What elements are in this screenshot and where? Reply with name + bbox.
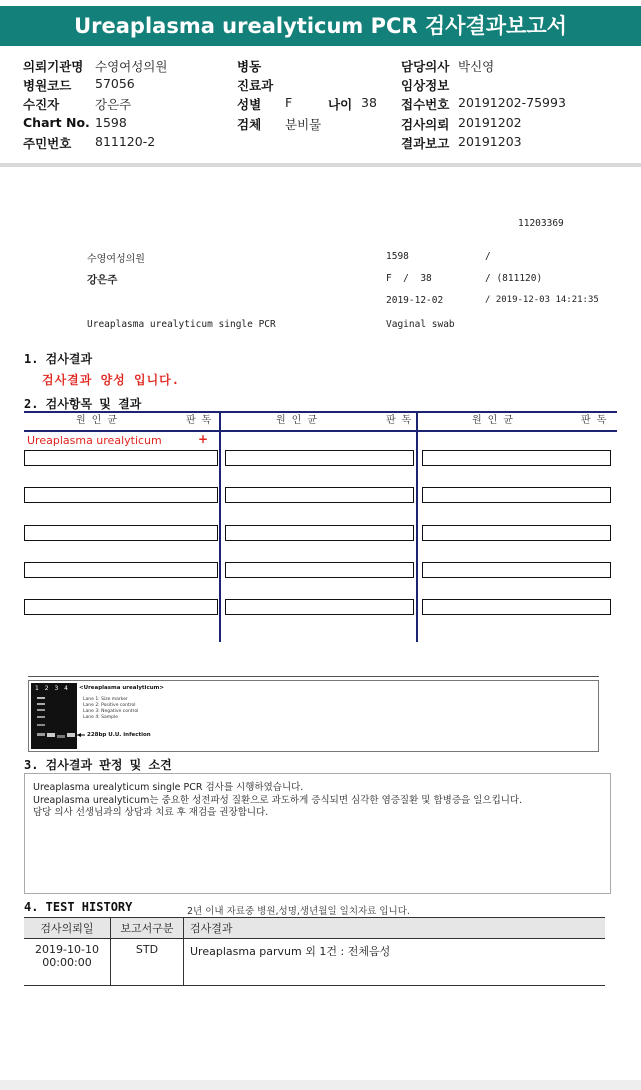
- info-sex-age: F / 38: [386, 273, 432, 284]
- history-cell-result: Ureaplasma parvum 외 1건 : 전체음성: [184, 939, 606, 986]
- history-col-result: 검사결과: [184, 918, 606, 939]
- history-table: [24, 917, 605, 986]
- gel-electrophoresis-image: [31, 683, 281, 749]
- age-value: 38: [361, 95, 377, 110]
- gel-band-label: 228bp U.U. infection: [87, 732, 151, 738]
- header-row-receipt-no: 접수번호 20191202-75993: [401, 95, 566, 112]
- table-row: [24, 939, 605, 986]
- sex-value: F: [285, 95, 293, 110]
- header-row-resident-no: 주민번호 811120-2: [23, 134, 156, 151]
- ward-label: 병동: [237, 59, 262, 74]
- opinion-line: Ureaplasma urealyticum는 중요한 성전파성 질환으로 과도하게 증식되면 심각한 염증질환 및 합병증을 일으킵니다.: [33, 795, 523, 806]
- col-header-organism-3: 원 인 균: [472, 415, 514, 426]
- gel-legend-1: Lane 1: Size marker: [83, 697, 128, 702]
- found-organism-mark: +: [198, 432, 209, 446]
- department-label: 진료과: [237, 78, 274, 93]
- result-box: [24, 562, 218, 578]
- header-row-request-date: 검사의뢰 20191202: [401, 115, 522, 132]
- info-date: 2019-12-02: [386, 295, 444, 306]
- gel-legend-4: Lane 4: Sample: [83, 715, 118, 720]
- info-datetime: / 2019-12-03 14:21:35: [485, 295, 599, 305]
- section-1-title: 1. 검사결과: [24, 352, 93, 366]
- info-chart: 1598: [386, 251, 409, 262]
- opinion-line: 담당 의사 선생님과의 상담과 치료 후 재검을 권장합니다.: [33, 807, 269, 818]
- result-box: [422, 599, 611, 615]
- found-organism-name: Ureaplasma urealyticum: [27, 434, 162, 447]
- gel-image-frame: [28, 680, 599, 752]
- result-box: [24, 525, 218, 541]
- header-row-patient: 수진자 강은주: [23, 97, 132, 112]
- info-birth: / (811120): [485, 273, 543, 284]
- grid-divider-2: [416, 411, 418, 642]
- gel-separator: [28, 676, 599, 677]
- history-col-date: 검사의뢰일: [24, 918, 111, 939]
- header-row-hospital-code: 병원코드 57056: [23, 76, 135, 93]
- info-hospital: 수영여성의원: [87, 254, 145, 265]
- section-3-title: 3. 검사결과 판정 및 소견: [24, 758, 172, 772]
- history-col-type: 보고서구분: [111, 918, 184, 939]
- report-title: Ureaplasma urealyticum PCR 검사결과보고서: [0, 6, 641, 46]
- opinion-line: Ureaplasma urealyticum single PCR 검사를 시행하였습니다.: [33, 782, 304, 793]
- col-header-judge-1: 판 독: [186, 415, 212, 426]
- result-box: [225, 487, 414, 503]
- history-header-row: [24, 918, 605, 939]
- result-box: [225, 599, 414, 615]
- result-box: [225, 562, 414, 578]
- sex-label: 성별: [237, 97, 262, 112]
- age-label: 나이: [328, 97, 353, 112]
- result-grid-header: [24, 411, 617, 432]
- col-header-judge-3: 판 독: [581, 415, 607, 426]
- result-box: [225, 525, 414, 541]
- col-header-organism-2: 원 인 균: [276, 415, 318, 426]
- info-patient: 강은주: [87, 274, 118, 286]
- result-box: [225, 450, 414, 466]
- gel-legend-3: Lane 3: Negative control: [83, 709, 139, 714]
- info-test-name: Ureaplasma urealyticum single PCR: [87, 319, 276, 330]
- opinion-box: [24, 773, 611, 894]
- header-row-report-date: 결과보고 20191203: [401, 134, 522, 151]
- footer-bar: [0, 1080, 641, 1090]
- header-divider: [0, 163, 641, 167]
- result-box: [24, 450, 218, 466]
- header-row-clinical-info: 임상정보: [401, 78, 450, 93]
- specimen-value: 분비물: [285, 117, 322, 132]
- section-4-title: 4. TEST HISTORY: [24, 900, 133, 914]
- info-specimen: Vaginal swab: [386, 319, 455, 330]
- positive-result-text: 검사결과 양성 입니다.: [42, 373, 181, 387]
- gel-legend-2: Lane 2: Positive control: [83, 703, 136, 708]
- header-row-institution: 의뢰기관명 수영여성의원: [23, 59, 168, 74]
- result-box: [422, 562, 611, 578]
- gel-lane-numbers: 1 2 3 4: [35, 685, 70, 692]
- col-header-organism-1: 원 인 균: [76, 415, 118, 426]
- specimen-label: 검체: [237, 117, 262, 132]
- history-cell-type: STD: [111, 939, 184, 986]
- result-box: [24, 599, 218, 615]
- grid-divider-1: [219, 411, 221, 642]
- header-row-doctor: 담당의사 박신영: [401, 59, 495, 74]
- report-code: 11203369: [518, 218, 564, 229]
- result-box: [422, 525, 611, 541]
- result-box: [422, 450, 611, 466]
- info-slash: /: [485, 251, 491, 262]
- history-note: 2년 이내 자료중 병원,성명,생년월일 일치자료 입니다.: [187, 906, 410, 917]
- history-cell-date: 2019-10-10 00:00:00: [24, 939, 111, 986]
- result-box: [24, 487, 218, 503]
- header-row-chart-no: Chart No. 1598: [23, 115, 127, 130]
- col-header-judge-2: 판 독: [386, 415, 412, 426]
- section-2-title: 2. 검사항목 및 결과: [24, 397, 142, 411]
- gel-title: <Ureaplasma urealyticum>: [79, 685, 164, 691]
- result-box: [422, 487, 611, 503]
